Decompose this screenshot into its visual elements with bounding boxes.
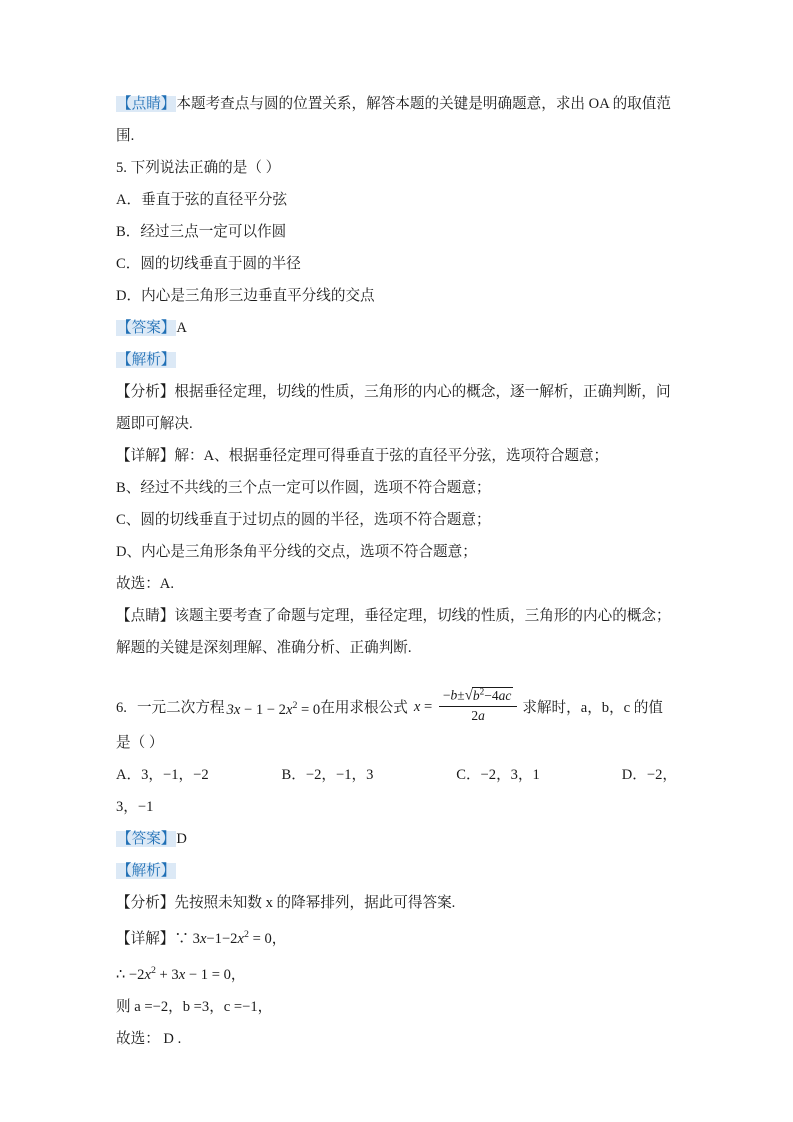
analysis-label-6: 【分析】: [116, 895, 175, 912]
quadratic-formula-fraction: $\frac{-b\pm√b^2-4ac}{2a}$: [439, 686, 518, 725]
question-5-detail-b: B、经过不共线的三个点一定可以作圆，选项不符合题意；: [116, 480, 491, 496]
answer-value-6: D: [176, 831, 187, 848]
detail-equation-2: ∴ $-2x^2 + 3x - 1 = 0$，: [116, 964, 246, 983]
answer-value: A: [176, 320, 187, 336]
question-5-detail-d: D、内心是三角形条角平分线的交点，选项不符合题意；: [116, 544, 477, 560]
question-6-detail-3: 则 a =−2，b =3，c =−1，: [116, 998, 273, 1015]
question-6-tail2: 是（ ）: [116, 735, 164, 752]
question-6-tail: 求解时，a，b，c 的值: [522, 699, 663, 716]
question-5-conclusion: 故选：A.: [116, 576, 174, 592]
question-6-option-d-wrap: 3，−1: [116, 799, 154, 816]
question-6-analysis-heading: [116, 855, 677, 887]
question-6-mid: 在用求根公式: [320, 699, 408, 716]
analysis-label: 【分析】: [116, 384, 175, 400]
question-6-option-d: D．−2，: [621, 767, 677, 784]
analysis-tag: 【解析】: [117, 352, 176, 368]
question-6-answer: [116, 823, 677, 855]
answer-tag-6: 【答案】: [117, 831, 176, 848]
question-5-detail-c: C、圆的切线垂直于过切点的圆的半径，选项不符合题意；: [116, 512, 491, 528]
question-5-option-d: D．内心是三角形三边垂直平分线的交点: [116, 288, 375, 304]
question-6-option-b: B．−2，−1，3: [281, 767, 374, 784]
note-body: 该题主要考查了命题与定理，垂径定理，切线的性质，三角形的内心的概念；解题的关键是深刻理解、准确分析、正确判断.: [116, 608, 671, 656]
note-text: 本题考查点与圆的位置关系，解答本题的关键是明确题意，求出 OA 的取值范围.: [116, 96, 671, 144]
detail-label-6: 【详解】: [116, 930, 175, 947]
analysis-text: 根据垂径定理，切线的性质，三角形的内心的概念，逐一解析，正确判断，问题即可解决.: [116, 384, 671, 432]
question-6-options: [116, 759, 677, 791]
question-5-text: 5.: [116, 160, 127, 176]
analysis-tag-6: 【解析】: [117, 863, 176, 880]
question-6-option-c: C．−2，3，1: [456, 767, 540, 784]
detail-label: 【详解】: [116, 448, 175, 464]
note-tag: 【点睛】: [117, 96, 176, 112]
question-5-stem: [116, 152, 677, 184]
question-6-number: 6.: [116, 699, 127, 716]
question-6-lead: 一元二次方程: [136, 699, 225, 716]
note-label: 【点睛】: [116, 608, 175, 624]
detail-equation-1: ∵ $3x-1-2x^2 = 0$，: [174, 929, 287, 947]
analysis-text-6: 先按照未知数 x 的降幂排列，据此可得答案.: [174, 895, 456, 912]
question-6-stem: [116, 688, 677, 727]
question-5-option-c: C．圆的切线垂直于圆的半径: [116, 256, 301, 272]
note-paragraph: [116, 88, 677, 152]
question-5-detail: [116, 440, 677, 472]
question-6-detail: [116, 919, 677, 955]
question-6-detail-2: [116, 955, 677, 991]
question-5-body: 下列说法正确的是（ ）: [130, 160, 281, 176]
question-5-option-a: A．垂直于弦的直径平分弦: [116, 192, 288, 208]
answer-tag: 【答案】: [117, 320, 176, 336]
question-6-option-a: A．3，−1，−2: [116, 767, 209, 784]
question-5-note: [116, 600, 677, 664]
question-5-analysis: [116, 376, 677, 440]
question-5-option-b: B．经过三点一定可以作圆: [116, 224, 287, 240]
question-6-formula: x = $\frac{-b\pm√b^2-4ac}{2a}$: [414, 688, 521, 727]
detail-text: 解：A、根据垂径定理可得垂直于弦的直径平分弦，选项符合题意；: [174, 448, 609, 464]
question-6-detail-4: 故选： D .: [116, 1030, 182, 1047]
question-5-answer: [116, 312, 677, 344]
question-6-equation: $3x - 1 - 2x^2 = 0$: [226, 699, 321, 718]
question-5-analysis-heading: [116, 344, 677, 376]
question-6-analysis: [116, 887, 677, 919]
